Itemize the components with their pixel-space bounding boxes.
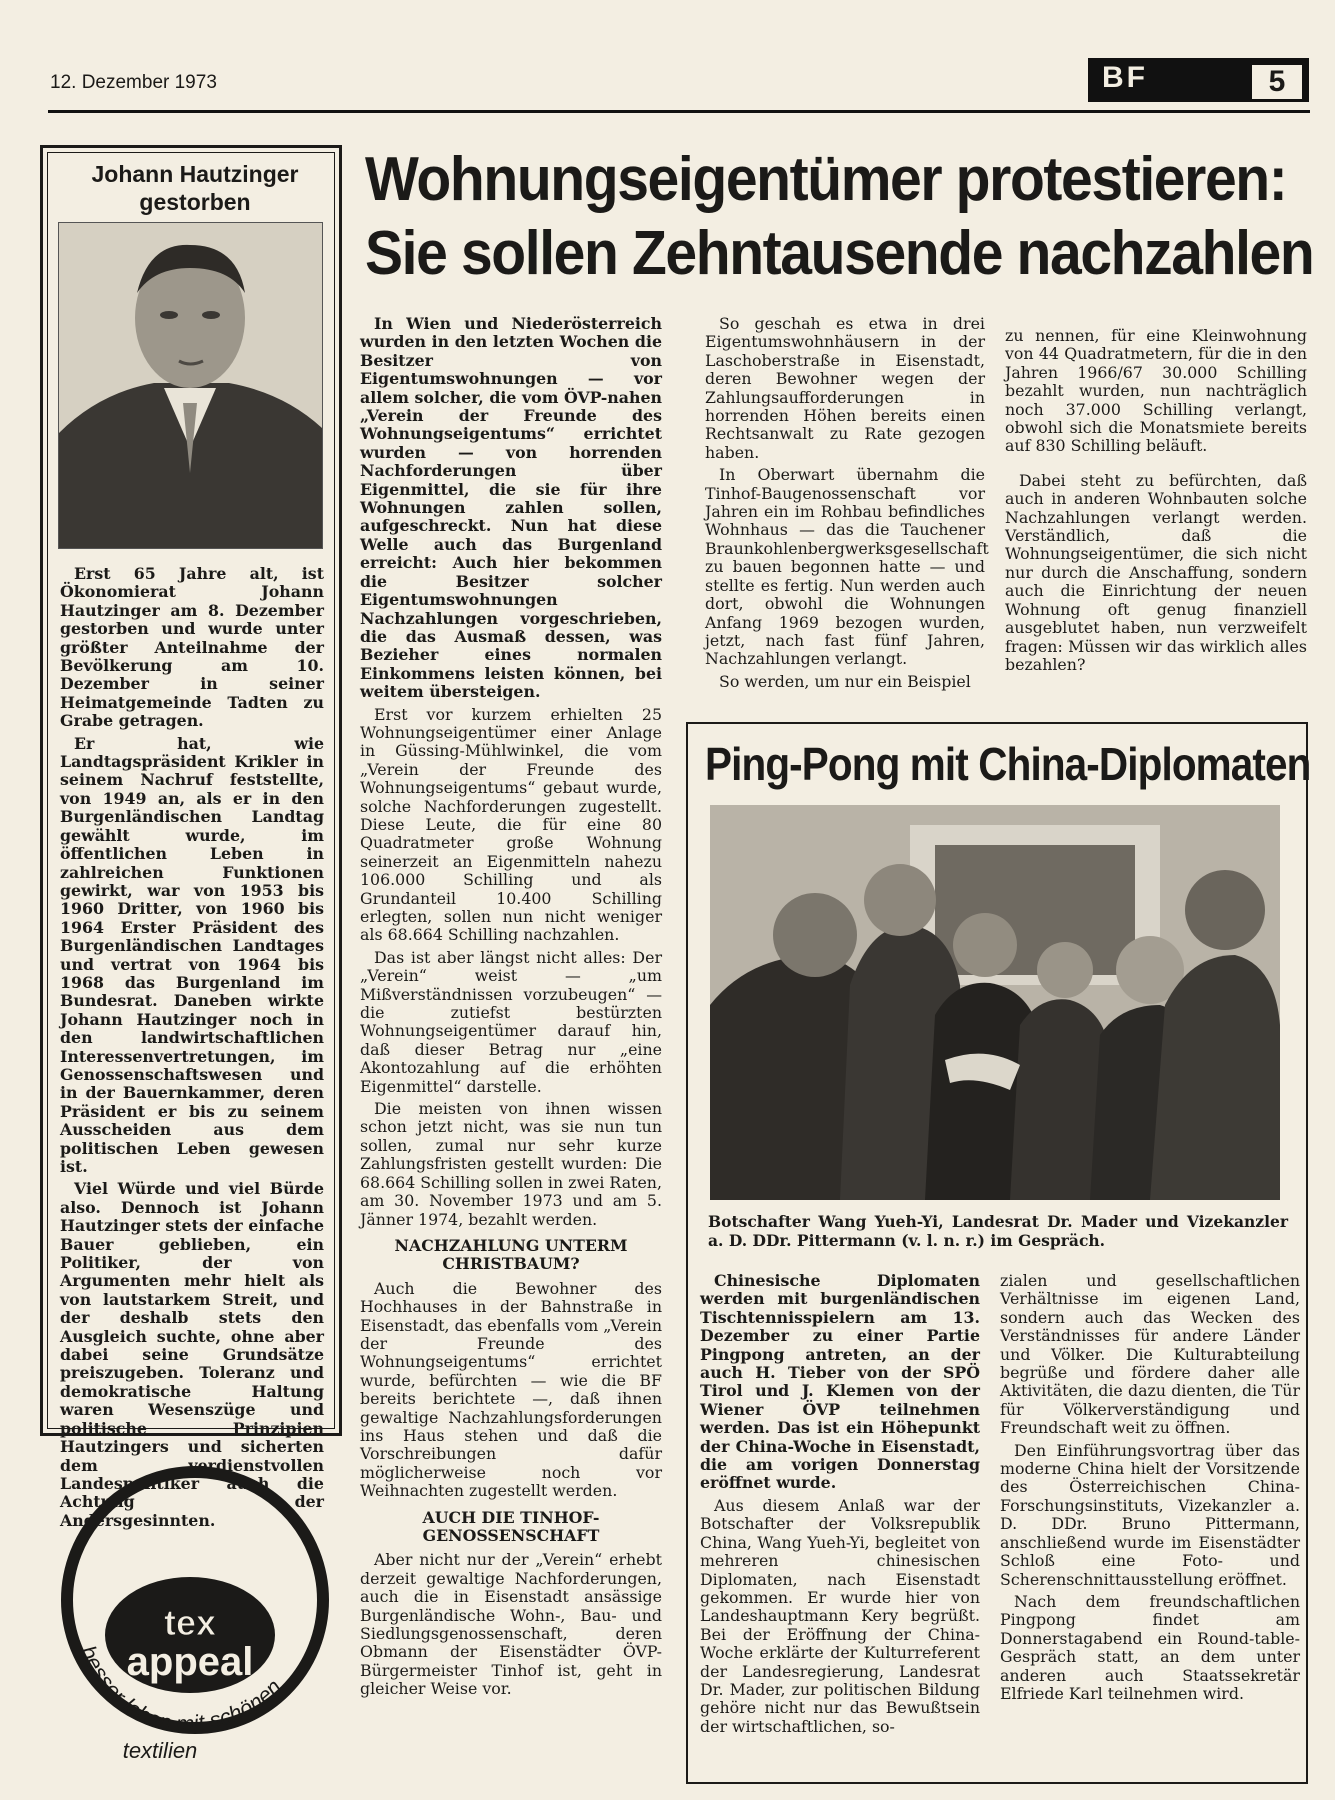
- article-paragraph: zu nennen, für eine Kleinwohnung von 44 Quadratmetern, für die in den Jahren 1966/67 30.000 Schilling bezahlt wurden, nun nachträglich noch 37.000 Schilling verlangt, obwohl sich die Monatsmiete bereits auf 830 Schilling beläuft.: [1005, 326, 1307, 456]
- article-lead: In Wien und Niederösterreich wurden in den letzten Wochen die Besitzer von Eigentumswohnungen — vor allem solcher, die vom ÖVP-nahen „Verein der Freunde des Wohnungseigentums“ errichtet wurden — von horrenden Nachforderungen über Eigenmittel, die sie für ihre Wohnungen zahlen sollen, aufgeschreckt. Nun hat diese Welle auch das Burgenland erreicht: Auch hier bekommen die Besitzer solcher Eigentumswohnungen Nachzahlungen vorgeschrieben, die das Ausmaß dessen, was Bezieher eines normalen Einkommens leisten können, bei weitem übersteigen.: [360, 314, 662, 702]
- page-number: 5: [1250, 63, 1304, 101]
- obituary-title-line1: Johann Hautzinger: [91, 161, 299, 187]
- article-column-2: [705, 314, 989, 695]
- article-paragraph: Auch die Bewohner des Hochhauses in der Bahnstraße in Eisenstadt, das ebenfalls vom „Verein der Freunde des Wohnungseigentums“ errichtet wurde, befürchten — wie die BF bereits berichtete —, daß ihnen gewaltige Nachzahlungsforderungen ins Haus stehen und daß die Vorschreibungen dafür möglicherweise noch vor Weihnachten zugestellt werden.: [360, 1278, 662, 1501]
- obituary-paragraph: Viel Würde und viel Bürde also. Dennoch ist Johann Hautzinger stets der einfache Bauer geblieben, ein Politiker, der von Argumenten mehr hielt als von lautstarkem Streit, und der deshalb stets den Ausgleich suchte, ohne aber dabei seine Grundsätze preiszugeben. Toleranz und demokratische Haltung waren Wesenszüge und politische Prinzipien Hautzingers und sicherten dem verdienstvollen Landespolitiker auch die Achtung der Andersgesinnten.: [60, 1179, 324, 1530]
- pingpong-group-photo: [710, 805, 1280, 1200]
- pingpong-headline: Ping-Pong mit China-Diplomaten: [705, 738, 1311, 790]
- obituary-title-line2: gestorben: [139, 189, 251, 215]
- article-column-1: [360, 315, 662, 1703]
- ad-brand-line2: appeal: [126, 1640, 254, 1684]
- article-paragraph: So werden, um nur ein Beispiel: [719, 671, 971, 691]
- obituary-paragraph: Er hat, wie Landtagspräsident Krikler in seinem Nachruf feststellte, von 1949 an, als er in den Burgenländischen Landtag gewählt wurde, im öffentlichen Leben in zahlreichen Funktionen gewirkt, war von 1953 bis 1960 Dritter, von 1960 bis 1964 Erster Präsident des Burgenländischen Landtages und vertrat von 1964 bis 1968 das Burgenland im Bundesrat. Daneben wirkte Johann Hautzinger noch in den landwirtschaftlichen Interessenvertretungen, im Genossenschaftswesen und in der Bauernkammer, deren Präsident er bis zu seinem Ausscheiden aus dem politischen Leben gewesen ist.: [60, 733, 324, 1176]
- brand-label: BF: [1102, 61, 1148, 94]
- obituary-text: [60, 565, 324, 1534]
- main-headline: [365, 143, 1314, 291]
- pingpong-lead: Chinesische Diplomaten werden mit burgenländischen Tischtennisspielern am 13. Dezember zu einer Partie Pingpong antreten, an der auch H. Tieber von der SPÖ Tirol und J. Klemen von der Wiener ÖVP teilnehmen werden. Das ist ein Höhepunkt der China-Woche in Eisenstadt, die am vorigen Donnerstag eröffnet wurde.: [700, 1271, 980, 1493]
- article-paragraph: So geschah es etwa in drei Eigentumswohnhäusern in der Laschoberstraße in Eisenstadt, deren Bewohner wegen der Zahlungsaufforderungen in horrenden Höhen bereits einen Rechtsanwalt zu Rate gezogen haben.: [705, 314, 985, 462]
- pingpong-paragraph: Den Einführungsvortrag über das moderne China hielt der Vorsitzende des Österreichischen China-Forschungsinstituts, Vizekanzler a. D. DDr. Bruno Pittermann, anschließend wurde im Eisenstädter Schloß eine Foto- und Scherenschnittausstellung eröffnet.: [1000, 1440, 1300, 1589]
- photo-caption: Botschafter Wang Yueh-Yi, Landesrat Dr. Mader und Vizekanzler a. D. DDr. Pittermann (v. l. n. r.) im Gespräch.: [708, 1212, 1288, 1250]
- obituary-paragraph: Erst 65 Jahre alt, ist Ökonomierat Johann Hautzinger am 8. Dezember gestorben und wurde unter größter Anteilnahme der Bevölkerung am 10. Dezember in seiner Heimatgemeinde Tadten zu Grabe getragen.: [60, 564, 324, 731]
- pingpong-paragraph: Nach dem freundschaftlichen Pingpong findet am Donnerstagabend ein Round-table-Gespräch statt, an dem unter anderen auch Staatssekretär Elfriede Karl teilnehmen wird.: [1000, 1591, 1300, 1703]
- pingpong-column-2: [1000, 1272, 1300, 1707]
- pingpong-paragraph: Aus diesem Anlaß war der Botschafter der Volksrepublik China, Wang Yueh-Yi, begleitet von mehreren chinesischen Diplomaten, nach Eisenstadt gekommen. Er wurde hier von Landeshauptmann Kery begrüßt. Bei der Eröffnung der China-Woche erklärte der Kulturreferent der Landesregierung, Landesrat Dr. Mader, zur politischen Bildung gehöre nicht nur das Bewußtsein der wirtschaftlichen, so-: [700, 1495, 980, 1736]
- obituary-title: [60, 160, 330, 216]
- article-paragraph: Erst vor kurzem erhielten 25 Wohnungseigentümer einer Anlage in Güssing-Mühlwinkel, die vom „Verein der Freunde des Wohnungseigentums“ gebaut wurde, solche Nachforderungen zugestellt. Diese Leute, die für eine 80 Quadratmeter große Wohnung seinerzeit an Eigenmitteln nahezu 106.000 Schilling und als Grundanteil 10.400 Schilling erlegten, sollen nun nicht weniger als 68.664 Schilling nachzahlen.: [360, 704, 662, 945]
- ad-brand-line1: tex: [163, 1602, 217, 1643]
- headline-line1: Wohnungseigentümer protestieren:: [365, 145, 1287, 214]
- article-paragraph: In Oberwart übernahm die Tinhof-Baugenossenschaft vor Jahren ein im Rohbau befindliches Wohnhaus — das die Tauchener Braunkohlenbergwerksgesellschaft zu bauen begonnen hatte — und stellte es fertig. Nun werden auch dort, obwohl die Wohnungen Anfang 1969 bezogen wurden, jetzt, nach fast fünf Jahren, Nachzahlungen verlangt.: [705, 465, 989, 669]
- article-paragraph: Das ist aber längst nicht alles: Der „Verein“ weist — „um Mißverständnissen vorzubeugen“ — die zutiefst bestürzten Wohnungseigentümer darauf hin, daß dieser Betrag nur „eine Akontozahlung auf die erhöhten Eigenmittel“ darstelle.: [360, 947, 662, 1096]
- masthead-brand: [1088, 58, 1309, 102]
- pingpong-paragraph: zialen und gesellschaftlichen Verhältnisse im eigenen Land, sondern auch das Wecken des Verständnisses für andere Länder und Völker. Die Kulturabteilung begrüße und fördere daher alle Aktivitäten, die dazu dienten, die Tür für Völkerverständigung und Freundschaft weit zu öffnen.: [1000, 1271, 1300, 1438]
- article-column-3: [1005, 327, 1307, 678]
- issue-date: 12. Dezember 1973: [50, 72, 217, 93]
- ad-slogan-line2: textilien: [122, 1738, 198, 1763]
- article-paragraph: Die meisten von ihnen wissen schon jetzt nicht, was sie nun tun sollen, zumal nur sehr kurze Zahlungsfristen gestellt wurden: Die 68.664 Schilling sollen in zwei Raten, am 30. November 1973 und am 5. Jänner 1974, bezahlt werden.: [360, 1099, 662, 1229]
- article-paragraph: Dabei steht zu befürchten, daß auch in anderen Wohnbauten solche Nachzahlungen verlangt werden. Verständlich, daß die Wohnungseigentümer, die sich nicht nur durch die Anschaffung, sondern auch die Einrichtung der neuen Wohnung oft genug finanziell ausgeblutet haben, nun verzweifelt fragen: Müssen wir das wirklich alles bezahlen?: [1005, 470, 1307, 674]
- obituary-portrait-photo: [58, 222, 323, 549]
- article-subhead: NACHZAHLUNG UNTERM CHRISTBAUM?: [394, 1235, 628, 1274]
- tex-appeal-advertisement: [60, 1450, 330, 1770]
- header-rule: [48, 110, 1310, 113]
- pingpong-column-1: [700, 1272, 980, 1740]
- article-paragraph: Aber nicht nur der „Verein“ erhebt derzeit gewaltige Nachforderungen, auch die in Eisenstadt ansässige Burgenländische Wohn-, Bau- und Siedlungsgenossenschaft, deren Obmann der Eisenstädter ÖVP-Bürgermeister Tinhof ist, geht in gleicher Weise vor.: [360, 1550, 662, 1699]
- headline-line2: Sie sollen Zehntausende nachzahlen: [365, 219, 1314, 288]
- ad-slogan-line1: besser leben mit schönen: [75, 1641, 287, 1737]
- article-subhead: AUCH DIE TINHOF-GENOSSENSCHAFT: [422, 1507, 600, 1545]
